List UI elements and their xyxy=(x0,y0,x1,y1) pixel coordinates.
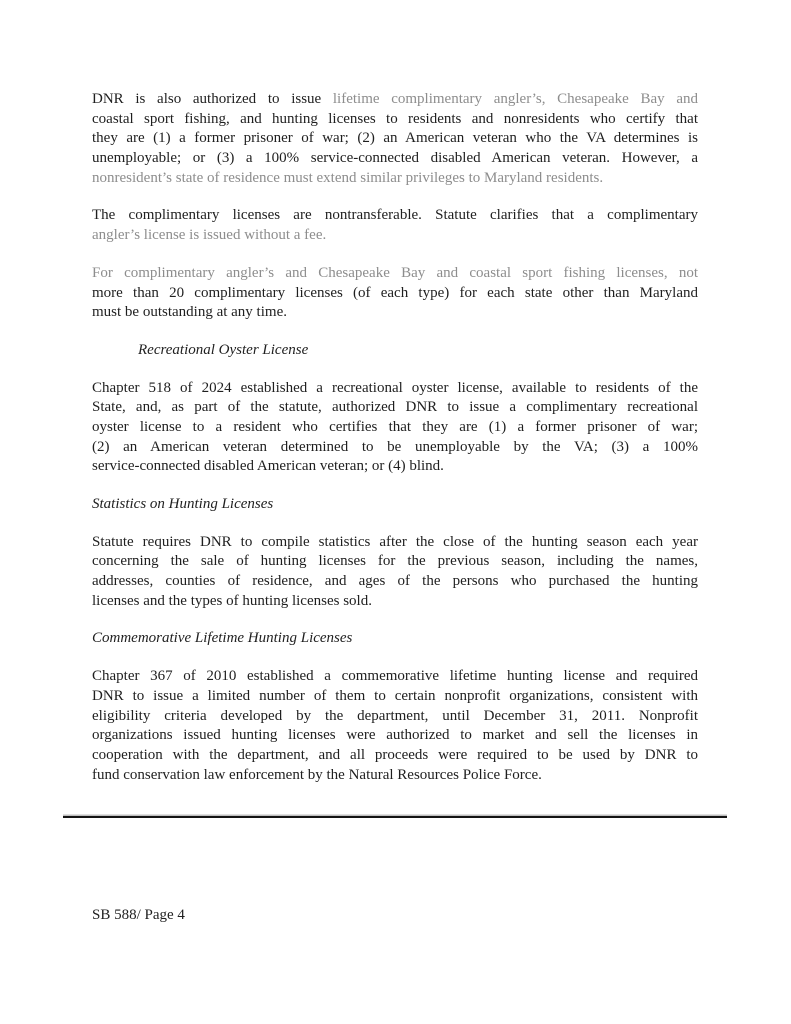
para-outstanding-limit xyxy=(92,264,698,323)
text-segment: oyster license to a resident who certifies that they are (1) a former prisoner of war; xyxy=(92,418,698,435)
text-segment: State, and, as part of the statute, authorized DNR to issue a complimentary recreational xyxy=(92,399,698,416)
text-line xyxy=(92,707,698,727)
text-line xyxy=(92,110,698,130)
text-line xyxy=(92,90,698,110)
text-line xyxy=(92,687,698,707)
text-line xyxy=(92,766,698,786)
text-segment: DNR to issue a limited number of them to certain nonprofit organizations, consistent with xyxy=(92,687,698,704)
text-line xyxy=(92,533,698,553)
text-line xyxy=(92,149,698,169)
heading-commemorative-lifetime-hunting-licenses: Commemorative Lifetime Hunting Licenses xyxy=(92,630,353,647)
text-line xyxy=(92,746,698,766)
text-segment: they are (1) a former prisoner of war; (2) an American veteran who the VA determines is xyxy=(92,130,698,147)
text-segment: Statute requires DNR to compile statistics after the close of the hunting season each year xyxy=(92,533,698,550)
faded-text-segment: For complimentary angler’s and Chesapeake Bay and coastal sport fishing licenses, not xyxy=(92,264,698,281)
text-line xyxy=(92,303,698,323)
text-segment: Chapter 518 of 2024 established a recreational oyster license, available to residents of the xyxy=(92,379,698,396)
text-line xyxy=(92,169,698,189)
text-segment: must be outstanding at any time. xyxy=(92,304,287,321)
text-segment: organizations issued hunting licenses were authorized to market and sell the licenses in xyxy=(92,727,698,744)
text-segment: The complimentary licenses are nontransferable. Statute clarifies that a complimentary xyxy=(92,207,698,224)
document-body xyxy=(92,90,698,803)
text-segment: unemployable; or (3) a 100% service-connected disabled American veteran. However, a xyxy=(92,150,698,167)
text-segment: coastal sport fishing, and hunting licenses to residents and nonresidents who certify that xyxy=(92,110,698,127)
text-segment: service-connected disabled American veteran; or (4) blind. xyxy=(92,458,444,475)
text-line xyxy=(92,206,698,226)
para-nontransferable xyxy=(92,206,698,245)
text-segment: fund conservation law enforcement by the Natural Resources Police Force. xyxy=(92,766,542,783)
text-line xyxy=(92,592,698,612)
text-segment: addresses, counties of residence, and ages of the persons who purchased the hunting xyxy=(92,573,698,590)
text-line xyxy=(92,398,698,418)
faded-text-segment: angler’s license is issued without a fee. xyxy=(92,227,327,244)
text-line xyxy=(92,438,698,458)
faded-text-segment: nonresident’s state of residence must extend similar privileges to Maryland residents. xyxy=(92,169,604,186)
footer-divider-rule xyxy=(63,816,727,818)
para-statute-statistics xyxy=(92,533,698,612)
faded-text-segment: lifetime complimentary angler’s, Chesapeake Bay and xyxy=(332,91,698,107)
text-line xyxy=(92,226,698,246)
text-line xyxy=(92,264,698,284)
text-line xyxy=(92,129,698,149)
text-line xyxy=(92,379,698,399)
text-line xyxy=(92,418,698,438)
text-segment: licenses and the types of hunting licenses sold. xyxy=(92,592,372,609)
text-line xyxy=(92,726,698,746)
text-segment: (2) an American veteran determined to be unemployable by the VA; (3) a 100% xyxy=(92,438,698,455)
para-chapter-367 xyxy=(92,667,698,785)
text-line xyxy=(92,667,698,687)
text-line xyxy=(92,572,698,592)
text-segment: eligibility criteria developed by the department, until December 31, 2011. Nonprofit xyxy=(92,707,698,724)
text-line xyxy=(92,457,698,477)
para-dnr-complimentary-licenses xyxy=(92,90,698,188)
text-segment: concerning the sale of hunting licenses for the previous season, including the names, xyxy=(92,553,698,570)
text-segment: Chapter 367 of 2010 established a commemorative lifetime hunting license and required xyxy=(92,668,698,685)
text-segment: more than 20 complimentary licenses (of each type) for each state other than Maryland xyxy=(92,284,698,301)
page-footer-label: SB 588/ Page 4 xyxy=(92,907,185,923)
text-segment: DNR is also authorized to issue xyxy=(92,91,333,107)
heading-recreational-oyster-license: Recreational Oyster License xyxy=(138,341,309,358)
heading-statistics-on-hunting-licenses: Statistics on Hunting Licenses xyxy=(92,496,274,512)
para-chapter-518 xyxy=(92,379,698,477)
text-line xyxy=(92,552,698,572)
text-line xyxy=(92,284,698,304)
text-segment: cooperation with the department, and all proceeds were required to be used by DNR to xyxy=(92,746,698,763)
